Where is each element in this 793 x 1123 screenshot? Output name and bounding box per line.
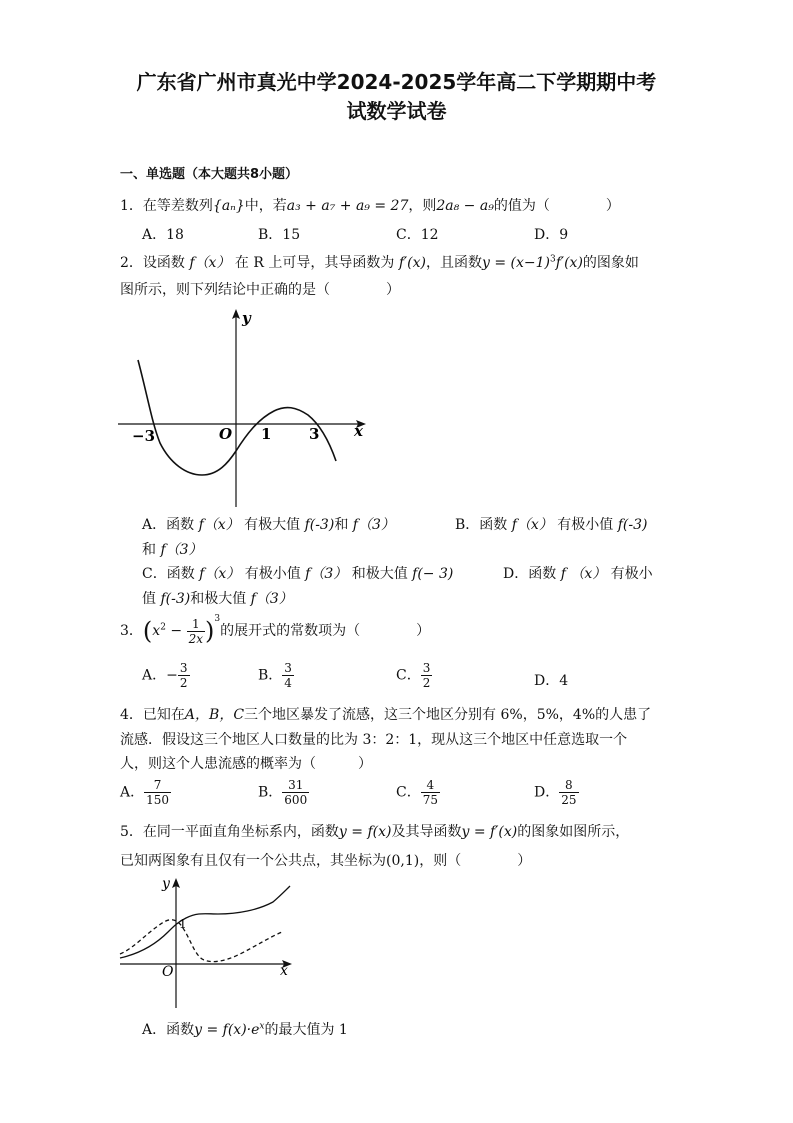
q1-text-post: ，则 — [408, 198, 437, 214]
q5-label-1: 1 — [179, 917, 187, 931]
f-curve-solid — [120, 886, 290, 958]
q3-square: 2 — [160, 622, 166, 633]
denominator: 2 — [179, 676, 188, 690]
option-sup: x — [259, 1021, 265, 1032]
q5-text: 已知两图象有且仅有一个公共点，其坐标为 — [120, 853, 386, 869]
q2-opt-text: D．函数 — [503, 566, 557, 582]
q2-opt-text: C．函数 — [142, 566, 195, 582]
q5-origin: O — [162, 964, 174, 980]
q2-opt-text: 和 — [142, 542, 156, 558]
q2-opt-fx: f （x） — [560, 566, 607, 582]
option-label: A． — [142, 667, 167, 684]
q1-option-d[interactable]: D．9 — [534, 227, 569, 243]
q2-text: 在 R 上可导，其导函数为 — [234, 255, 395, 271]
q2-fprime: f′(x) — [398, 255, 426, 271]
q3-power: 3 — [214, 614, 221, 624]
q4-regions: A，B，C — [184, 707, 245, 723]
question-5-line1 — [120, 821, 629, 841]
question-2-line2: 图所示，则下列结论中正确的是（ ） — [120, 282, 400, 298]
q2-tick-neg3: −3 — [132, 427, 156, 445]
q5-x-label: x — [280, 963, 288, 979]
numerator: 8 — [559, 778, 578, 793]
q2-option-d[interactable] — [503, 563, 653, 583]
question-4-line3: 人，则这个人患流感的概率为（ ） — [120, 756, 372, 772]
question-2-line1 — [120, 252, 639, 272]
denominator: 75 — [422, 793, 438, 807]
q2-yexpr2: f′(x) — [555, 255, 583, 271]
q2-graph — [118, 303, 370, 513]
q4-option-d[interactable] — [534, 778, 579, 807]
numerator: 3 — [422, 661, 431, 675]
q4-option-b[interactable] — [258, 778, 309, 807]
q2-option-d-cont[interactable] — [142, 588, 293, 608]
q5-option-a[interactable] — [142, 1019, 348, 1039]
q5-text: ，则（ ） — [419, 853, 532, 869]
option-fraction — [178, 661, 190, 690]
q5-text: 在同一平面直角坐标系内，函数 — [142, 824, 339, 840]
q4-option-c[interactable] — [396, 778, 440, 807]
q5-text: 的图象如图所示， — [517, 824, 630, 840]
q2-opt-text: 值 — [142, 591, 156, 607]
q3-option-c[interactable] — [396, 661, 432, 690]
q2-option-b[interactable] — [455, 514, 647, 534]
q4-text: 已知在 — [142, 707, 185, 723]
section-heading: 一、单选题（本大题共8小题） — [120, 167, 299, 182]
q1-option-b[interactable]: B．15 — [258, 227, 301, 243]
question-number: 4． — [120, 707, 143, 723]
option-label: D． — [534, 784, 560, 801]
q1-text-mid: 中，若 — [244, 198, 287, 214]
question-4-line1 — [120, 704, 651, 724]
option-fraction — [559, 778, 578, 807]
q2-opt-fx: f（x） — [511, 517, 553, 533]
q2-opt-text: 和 — [334, 517, 349, 533]
q1-text-end: 的值为（ ） — [493, 198, 620, 214]
q2-opt-value: f（3） — [352, 517, 395, 533]
q2-opt-value: f（3） — [160, 542, 203, 558]
q4-option-a[interactable] — [120, 778, 171, 807]
q2-opt-text: 有极小值 — [244, 566, 301, 582]
q2-opt-value: f(-3) — [304, 517, 335, 533]
numerator: 3 — [284, 661, 292, 675]
q2-opt-fx: f（x） — [199, 566, 241, 582]
numerator: 1 — [187, 617, 205, 632]
denominator: 150 — [146, 793, 170, 807]
denominator: 4 — [284, 676, 292, 690]
q1-condition: a₃ + a₇ + a₉ = 27 — [286, 198, 409, 214]
question-number: 5． — [120, 824, 143, 840]
q2-text: 设函数 — [142, 255, 185, 271]
numerator: 7 — [144, 778, 171, 793]
q2-x-label: x — [354, 422, 363, 440]
question-3 — [120, 614, 430, 646]
numerator: 31 — [282, 778, 309, 793]
q3-option-a[interactable] — [142, 661, 190, 690]
q2-y-label: y — [242, 309, 251, 327]
option-fraction — [144, 778, 171, 807]
q5-y-label: y — [162, 876, 170, 892]
q2-text: ，且函数 — [426, 255, 482, 271]
q1-text-pre: 在等差数列 — [142, 198, 213, 214]
q2-tick-1: 1 — [261, 425, 272, 443]
q3-text: 的展开式的常数项为（ ） — [220, 623, 431, 639]
q4-text: 三个地区暴发了流感，这三个地区分别有 6%，5%，4%的人患了 — [244, 707, 652, 723]
q2-tick-3: 3 — [309, 425, 320, 443]
option-label: B． — [258, 784, 283, 801]
q5-f: y = f(x) — [338, 824, 392, 840]
option-label: B． — [258, 667, 283, 684]
q2-yexpr: y = (x−1) — [482, 255, 550, 271]
q2-option-b-cont[interactable] — [142, 539, 203, 559]
option-fraction — [282, 661, 294, 690]
q2-exponent: 3 — [550, 254, 556, 265]
option-fraction — [421, 661, 433, 690]
q2-opt-text: 有极小 — [610, 566, 653, 582]
option-expr: y = f(x)·e — [194, 1022, 260, 1038]
q2-opt-value: f（3） — [250, 591, 293, 607]
denominator: 25 — [561, 793, 577, 807]
option-label: C． — [396, 784, 421, 801]
q1-option-c[interactable]: C．12 — [396, 227, 439, 243]
q2-opt-text: 和极大值 — [190, 591, 247, 607]
question-number: 3． — [120, 623, 143, 639]
q2-opt-text: A．函数 — [142, 517, 195, 533]
q5-fprime: y = f′(x) — [461, 824, 518, 840]
option-label: D． — [534, 673, 560, 689]
option-sign: − — [166, 667, 178, 684]
option-fraction — [282, 778, 309, 807]
q3-option-b[interactable] — [258, 661, 294, 690]
q3-minus: − — [165, 623, 187, 639]
q1-target: 2a₈ − a₉ — [436, 198, 494, 214]
option-label: A． — [120, 784, 145, 801]
option-fraction — [421, 778, 440, 807]
q2-opt-value: f（3） — [305, 566, 348, 582]
question-5-line2 — [120, 850, 531, 870]
numerator: 4 — [421, 778, 440, 793]
q2-option-a[interactable] — [142, 514, 395, 534]
fprime-curve-dashed — [120, 920, 282, 962]
question-number: 2． — [120, 255, 143, 271]
option-label: C． — [396, 667, 421, 684]
q2-option-c[interactable] — [142, 563, 453, 583]
q5-text: 及其导函数 — [391, 824, 462, 840]
q2-opt-value: f(-3) — [160, 591, 191, 607]
q2-opt-text: 有极小值 — [557, 517, 614, 533]
numerator: 3 — [179, 661, 188, 675]
q2-origin: O — [219, 425, 233, 443]
q3-fraction — [187, 617, 205, 646]
right-paren: ) — [204, 617, 215, 645]
denominator: 2 — [422, 676, 431, 690]
q2-opt-value: f(-3) — [617, 517, 648, 533]
q5-point: (0,1) — [386, 853, 420, 869]
q2-opt-value: f(− 3) — [412, 566, 454, 582]
denominator: 600 — [284, 793, 308, 807]
question-4-line2: 流感．假设这三个地区人口数量的比为 3：2：1，现从这三个地区中任意选取一个 — [120, 732, 628, 748]
question-1 — [120, 195, 620, 215]
q3-option-d[interactable] — [534, 670, 568, 690]
q3-base: x — [152, 623, 161, 639]
page-title-line1: 广东省广州市真光中学2024-2025学年高二下学期期中考 — [136, 70, 657, 94]
option-value: 4 — [559, 673, 569, 689]
q2-opt-text: 和极大值 — [351, 566, 408, 582]
q5-graph — [118, 872, 298, 1012]
q2-curve — [138, 360, 336, 475]
q2-opt-text: 有极大值 — [244, 517, 301, 533]
page-title-line2: 试数学试卷 — [346, 99, 447, 123]
q2-fx: f（x） — [189, 255, 231, 271]
q1-sequence: {aₙ} — [212, 198, 245, 214]
option-text: A．函数 — [142, 1022, 195, 1038]
denominator: 2x — [188, 631, 203, 646]
q2-opt-text: B．函数 — [455, 517, 508, 533]
question-number: 1． — [120, 198, 143, 214]
option-text: 的最大值为 1 — [264, 1022, 348, 1038]
q2-opt-fx: f（x） — [198, 517, 240, 533]
q2-text: 的图象如 — [582, 255, 639, 271]
left-paren: ( — [142, 617, 153, 645]
q1-option-a[interactable]: A．18 — [142, 227, 184, 243]
